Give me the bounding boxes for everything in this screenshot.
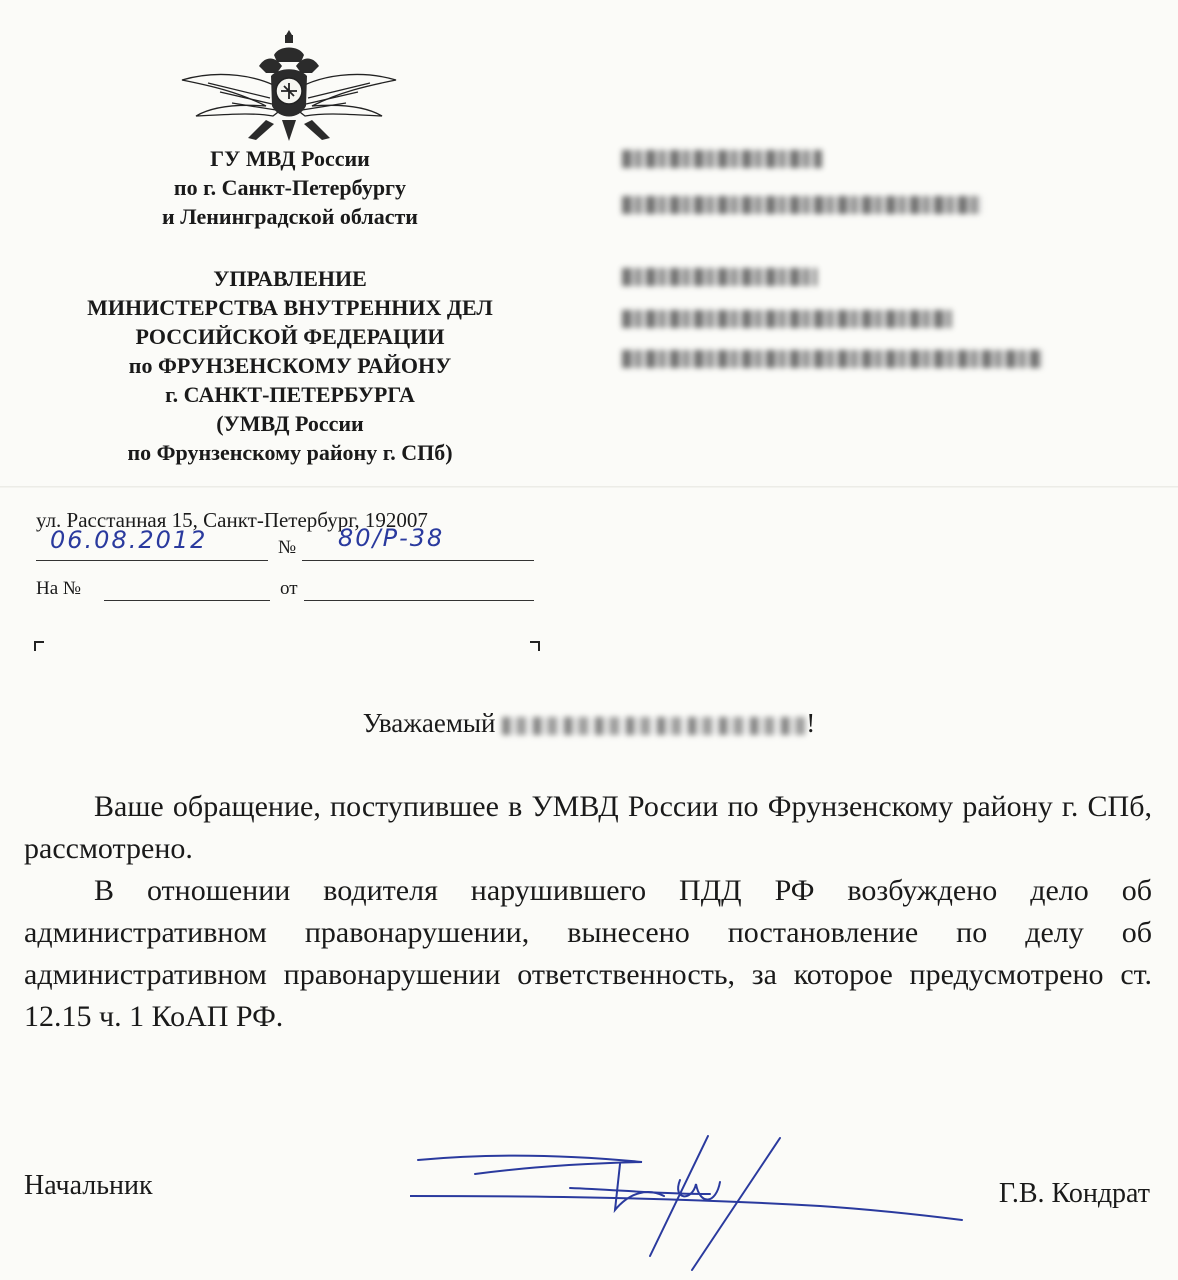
greeting-exclamation: !: [806, 708, 816, 738]
body-paragraph: В отношении водителя нарушившего ПДД РФ возбуждено дело об административном правонарушении, вынесено постановление по делу об административном правонарушении ответственность, за которое предусмотрено ст. 12.15 ч. 1 КоАП РФ.: [24, 874, 1152, 1033]
greeting: [0, 708, 1178, 739]
redacted-recipient-line: [622, 268, 817, 286]
department-header: [36, 264, 544, 467]
department-line: МИНИСТЕРСТВА ВНУТРЕННИХ ДЕЛ: [87, 295, 493, 320]
number-sign: №: [278, 537, 297, 558]
department-line: г. САНКТ-ПЕТЕРБУРГА: [165, 382, 415, 407]
address-corner-right-icon: [530, 641, 540, 651]
handwritten-date: 06.08.2012: [50, 526, 208, 554]
greeting-prefix: Уважаемый: [362, 708, 496, 738]
redacted-recipient-line: [622, 196, 982, 214]
department-line: УПРАВЛЕНИЕ: [213, 266, 367, 291]
header-line: по г. Санкт-Петербургу: [173, 175, 407, 200]
redacted-recipient-line: [622, 350, 1042, 368]
department-line: по Фрунзенскому району г. СПб): [127, 440, 453, 465]
redacted-recipient-block: [612, 138, 1062, 388]
number-underline: [302, 560, 534, 561]
header-line: ГУ МВД России: [210, 146, 370, 171]
handwritten-signature: [410, 1128, 970, 1273]
department-address: ул. Расстанная 15, Санкт-Петербург, 192007: [36, 508, 428, 532]
mvd-emblem-icon: [178, 28, 400, 148]
issuer-main-header: [36, 144, 544, 231]
department-line: РОССИЙСКОЙ ФЕДЕРАЦИИ: [135, 324, 445, 349]
department-line: по ФРУНЗЕНСКОМУ РАЙОНУ: [128, 353, 452, 378]
address-corner-left-icon: [34, 641, 44, 651]
body-paragraph: Ваше обращение, поступившее в УМВД России по Фрунзенскому району г. СПб, рассмотрено.: [24, 790, 1152, 865]
header-line: и Ленинградской области: [162, 204, 418, 229]
paper-fold-line: [0, 486, 1178, 488]
reply-number-underline: [104, 600, 270, 601]
date-underline: [36, 560, 268, 561]
redacted-recipient-name: [502, 717, 806, 735]
letter-body: [24, 786, 1152, 1038]
reply-date-underline: [304, 600, 534, 601]
department-line: (УМВД России: [216, 411, 364, 436]
handwritten-number: 80/Р-38: [338, 524, 445, 552]
redacted-recipient-line: [622, 150, 822, 168]
redacted-recipient-line: [622, 310, 952, 328]
signatory-name: Г.В. Кондрат: [998, 1178, 1150, 1209]
reply-number-label: На №: [36, 578, 82, 599]
signatory-title: Начальник: [24, 1170, 153, 1201]
reply-from-label: от: [280, 578, 298, 599]
